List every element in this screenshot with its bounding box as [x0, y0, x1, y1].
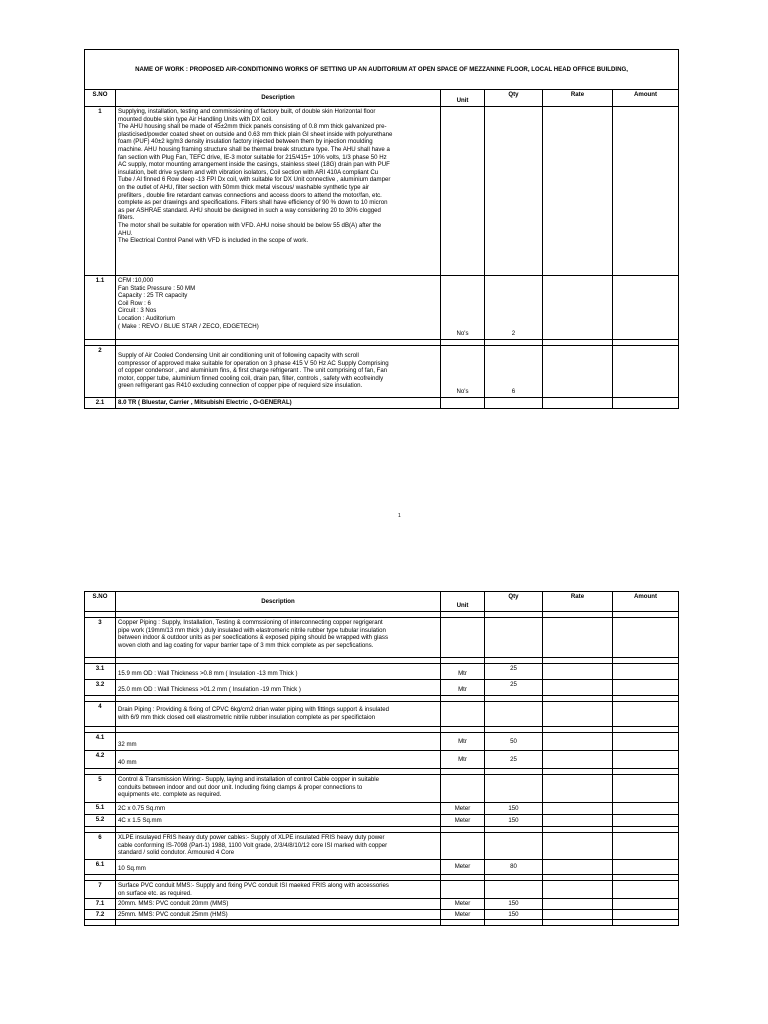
table-row — [85, 881, 679, 899]
description-cell: 4C x 1.5 Sq.mm — [116, 815, 441, 827]
desc-line: with 6/9 mm thick closed cell elastrometric nitrile rubber insulation complete as per specifictaion — [118, 713, 376, 721]
amount-cell — [613, 107, 679, 276]
sno-cell: 7 — [85, 881, 116, 899]
description-cell — [116, 833, 441, 860]
table-row — [85, 833, 679, 860]
unit-cell: Meter — [441, 899, 485, 910]
desc-line: Surface PVC conduit MMS:- Supply and fixing PVC conduit ISI maeked FRIS along with accessories — [118, 882, 389, 889]
header-sno: S.NO — [85, 592, 116, 612]
desc-line: on surface etc. as required. — [118, 889, 192, 897]
desc-line: of copper condensor , and aluminium fins, & first charge refrigerant . The unit comprising of fan, Fan — [118, 367, 388, 375]
page-number: 1 — [398, 513, 401, 519]
sno-cell: 3.1 — [85, 664, 116, 680]
sno-cell: 6 — [85, 833, 116, 860]
table-row — [85, 680, 679, 696]
desc-line: The motor shall be suitable for operation with VFD. AHU noise should be below 55 dB(A) after the — [118, 221, 382, 229]
unit-cell: No's — [441, 276, 485, 340]
qty-cell: 25 — [485, 664, 543, 680]
sno-cell: 3 — [85, 618, 116, 658]
sno-cell: 5.1 — [85, 803, 116, 815]
table-row — [85, 751, 679, 769]
description-cell: 25.0 mm OD : Wall Thickness >01.2 mm ( Insulation -19 mm Thick ) — [116, 680, 441, 696]
qty-cell: 150 — [485, 803, 543, 815]
name-of-work-title: NAME OF WORK : PROPOSED AIR-CONDITIONING WORKS OF SETTING UP AN AUDITORIUM AT OPEN SPACE OF MEZZANINE FLOOR, LOCAL HEAD OFFICE BUILDING, — [85, 50, 679, 90]
desc-line: Circuit : 3 Nos — [118, 307, 157, 315]
unit-cell: Mtr — [441, 680, 485, 696]
boq-table-page1 — [84, 49, 679, 409]
qty-cell — [485, 107, 543, 276]
table-row — [85, 702, 679, 727]
desc-line: Supplying, installation, testing and commissioning of factory built, of double skin Horizontal floor — [118, 108, 376, 115]
header-unit: Unit — [441, 90, 485, 107]
qty-cell: 2 — [485, 276, 543, 340]
table-row — [85, 618, 679, 658]
desc-line: Capacity : 25 TR capacity — [118, 292, 188, 300]
description-cell: 40 mm — [116, 751, 441, 769]
sno-cell: 4 — [85, 702, 116, 727]
sno-cell: 3.2 — [85, 680, 116, 696]
qty-cell: 50 — [485, 733, 543, 751]
table-row — [85, 860, 679, 875]
description-cell — [116, 276, 441, 340]
description-cell: 20mm. MMS: PVC conduit 20mm (MMS) — [116, 899, 441, 910]
desc-line: standard / solid condutor. Armoured 4 Core — [118, 849, 235, 857]
desc-line: machine. AHU housing framing structure shall be thermal break structure type. The AHU shall have a — [118, 145, 390, 153]
desc-line: Location : Auditorium — [118, 314, 175, 322]
table-row — [85, 398, 679, 409]
amount-cell — [613, 346, 679, 398]
desc-line: foam (PUF) 40±2 kg/m3 density insulation factory injected between them by injection moulding — [118, 138, 373, 146]
desc-line: CFM :10,000 — [118, 277, 154, 284]
description-cell: 8.0 TR ( Bluestar, Carrier , Mitsubishi Electric , O-GENERAL) — [116, 398, 441, 409]
table-row — [85, 733, 679, 751]
sno-cell: 1.1 — [85, 276, 116, 340]
description-cell: 25mm. MMS: PVC conduit 25mm (HMS) — [116, 909, 441, 920]
header-description: Description — [116, 90, 441, 107]
desc-line: between indoor & outdoor units as per soecfications & exposed piping should be wrapped with glass — [118, 634, 388, 642]
description-cell: 32 mm — [116, 733, 441, 751]
unit-cell: Meter — [441, 909, 485, 920]
desc-line: plasticised/powder coated sheet on outside and 0.63 mm thick plain GI sheet inside with polyurethane — [118, 130, 393, 138]
desc-line: fan section with Plug Fan, TEFC drive, IE-3 motor suitable for 215/415+ 10% volts, 1/3 phase 50 Hz — [118, 153, 387, 161]
desc-line: AC supply, motor mounting arrangement inside the casings, stainless steel (18G) drain pan with PUF — [118, 161, 390, 169]
desc-line: ( Make : REVO / BLUE STAR / ZECO, EDGETECH) — [118, 322, 259, 330]
rate-cell — [543, 276, 613, 340]
header-qty: Qty — [485, 592, 543, 612]
table-row — [85, 803, 679, 815]
description-cell: 10 Sq.mm — [116, 860, 441, 875]
desc-line: The Electrical Control Panel with VFD is included in the scope of work. — [118, 237, 309, 245]
desc-line: equipments etc. complete as required. — [118, 791, 222, 799]
qty-cell: 6 — [485, 346, 543, 398]
description-cell — [116, 346, 441, 398]
unit-cell: Meter — [441, 860, 485, 875]
desc-line: Control & Transmission Wiring:- Supply, laying and installation of control Cable copper in suitable — [118, 776, 380, 783]
sno-cell: 5.2 — [85, 815, 116, 827]
qty-cell — [485, 398, 543, 409]
table-row — [85, 815, 679, 827]
desc-line: prefilters , double fire retardant canvas connections and access doors to attend the motor/fan, etc. — [118, 191, 382, 199]
desc-line: The AHU housing shall be made of 45±2mm thick panels consisting of 0.8 mm thick galvanized pre- — [118, 123, 387, 131]
desc-line: complete as per drawings and specifications. Filters shall have efficiency of 90 % down to 10 micron — [118, 199, 388, 207]
header-description: Description — [116, 592, 441, 612]
header-sno: S.NO — [85, 90, 116, 107]
header-qty: Qty — [485, 90, 543, 107]
qty-cell: 25 — [485, 680, 543, 696]
rate-cell — [543, 107, 613, 276]
description-cell — [116, 702, 441, 727]
desc-line: Supply of Air Cooled Condensing Unit air conditioning unit of following capacity with scroll — [118, 352, 359, 359]
table-row — [85, 276, 679, 340]
boq-table-page2 — [84, 591, 679, 926]
table-row — [85, 664, 679, 680]
header-amount: Amount — [613, 592, 679, 612]
amount-cell — [613, 398, 679, 409]
desc-line: woven cloth and lag coating for vapur barrier tape of 3 mm thick complete as per sepcfications. — [118, 641, 374, 649]
desc-line: compressor of approved make suitable for operation on 3 phase 415 V 50 Hz AC Supply Comprising — [118, 359, 389, 367]
sno-cell: 1 — [85, 107, 116, 276]
desc-line: Fan Static Pressure : 50 MM — [118, 284, 196, 292]
sno-cell: 2.1 — [85, 398, 116, 409]
header-rate: Rate — [543, 90, 613, 107]
desc-line: motor, copper tube, aluminium finned cooling coil, drain pan, filter, controls , safety with ecofreindly — [118, 374, 384, 382]
desc-line: filters. — [118, 214, 135, 222]
description-cell — [116, 881, 441, 899]
desc-line: insulation, belt drive system and with vibration isolators, Coil section with ARI 410A compliant Cu — [118, 168, 379, 176]
unit-cell: No's — [441, 346, 485, 398]
sno-cell: 7.2 — [85, 909, 116, 920]
desc-line: as per ASHRAE standard. AHU should be designed in such a way considering 20 to 30% clogged — [118, 206, 381, 214]
table-row — [85, 107, 679, 276]
unit-cell: Mtr — [441, 751, 485, 769]
description-cell: 2C x 0.75 Sq.mm — [116, 803, 441, 815]
rate-cell — [543, 346, 613, 398]
sno-cell: 7.1 — [85, 899, 116, 910]
sno-cell: 4.2 — [85, 751, 116, 769]
header-amount: Amount — [613, 90, 679, 107]
rate-cell — [543, 398, 613, 409]
unit-cell: Meter — [441, 815, 485, 827]
desc-line: Copper Piping : Supply, Installation, Testing & commssioning of interconnecting copper regrigerant — [118, 619, 383, 626]
sno-cell: 4.1 — [85, 733, 116, 751]
desc-line: mounted double skin type Air Handling Units with DX coil. — [118, 115, 273, 123]
desc-line: Tube / Al finned 6 Row deep -13 FPI Dx coil, with suitable for DX Unit connective , aluminium damper — [118, 176, 391, 184]
desc-line: green refrigerant gas R410 excluding connection of copper pipe of requierd size insulation. — [118, 382, 363, 390]
desc-line: AHU. — [118, 229, 133, 237]
desc-line: on the outlet of AHU, filter section with 50mm thick metal viscous/ washable synthetic type air — [118, 183, 369, 191]
description-cell — [116, 107, 441, 276]
sno-cell: 5 — [85, 775, 116, 803]
desc-line: pipe work (19mm/13 mm thick ) duly insulated with elastromeric nitrile rubber type tubular insulation — [118, 626, 386, 634]
qty-cell: 150 — [485, 899, 543, 910]
qty-cell: 150 — [485, 815, 543, 827]
header-unit: Unit — [441, 592, 485, 612]
unit-cell: Mtr — [441, 664, 485, 680]
qty-cell: 150 — [485, 909, 543, 920]
desc-line: Coil Row : 6 — [118, 299, 151, 307]
table-row — [85, 775, 679, 803]
sno-cell: 6.1 — [85, 860, 116, 875]
desc-line: XLPE insulayed FRIS heavy duty power cables:- Supply of XLPE insulated FRIS heavy duty power — [118, 834, 385, 841]
header-rate: Rate — [543, 592, 613, 612]
description-cell — [116, 618, 441, 658]
description-cell: 15.9 mm OD : Wall Thickness >0.8 mm ( Insulation -13 mm Thick ) — [116, 664, 441, 680]
sno-cell: 2 — [85, 346, 116, 398]
description-cell — [116, 775, 441, 803]
desc-line: Drain Piping : Providing & fixing of CPVC 6kg/cm2 drian water piping with fittings support & insulated — [118, 706, 389, 713]
desc-line: cable conforming IS-7098 (Part-1) 1988, 1100 Volt grade, 2/3/4/8/10/12 core ISI marked with copper — [118, 841, 388, 849]
desc-line: conduits between indoor and out door unit. Including fixing clamps & proper connections to — [118, 783, 363, 791]
amount-cell — [613, 276, 679, 340]
unit-cell: Meter — [441, 803, 485, 815]
table-row — [85, 909, 679, 920]
qty-cell: 25 — [485, 751, 543, 769]
table-row — [85, 346, 679, 398]
unit-cell — [441, 398, 485, 409]
unit-cell — [441, 107, 485, 276]
qty-cell: 80 — [485, 860, 543, 875]
table-row — [85, 899, 679, 910]
unit-cell: Mtr — [441, 733, 485, 751]
